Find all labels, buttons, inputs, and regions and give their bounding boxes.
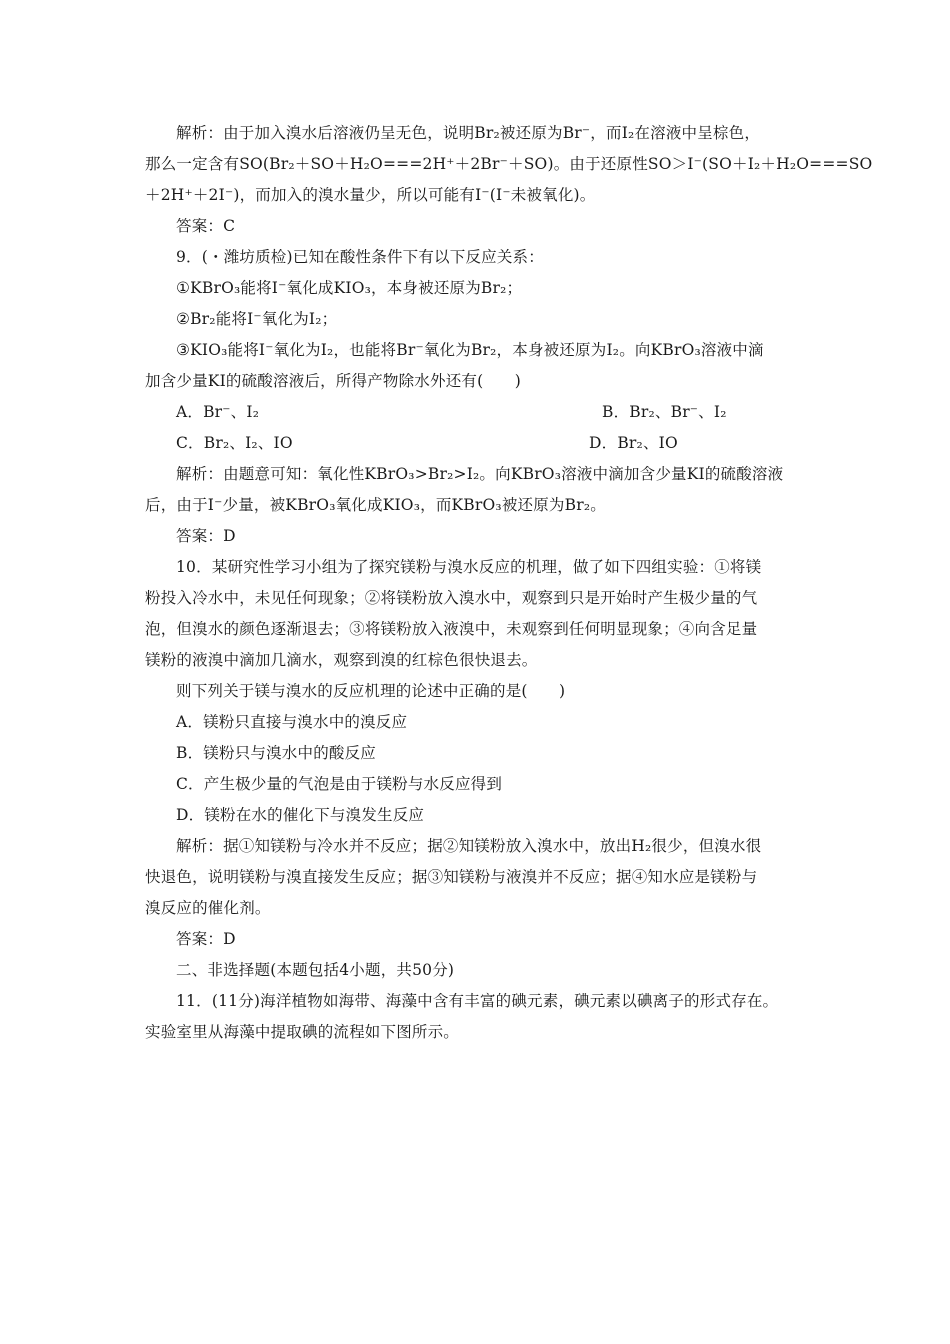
analysis-10-line-2: 快退色，说明镁粉与溴直接发生反应；据③知镁粉与液溴并不反应；据④知水应是镁粉与 <box>145 868 758 886</box>
question-10-line-3: 泡，但溴水的颜色逐渐退去；③将镁粉放入液溴中，未观察到任何明显现象；④向含足量 <box>145 620 758 638</box>
option-10-d: D．镁粉在水的催化下与溴发生反应 <box>176 806 425 824</box>
option-row-ab <box>176 402 727 422</box>
question-10-line-1: 10．某研究性学习小组为了探究镁粉与溴水反应的机理，做了如下四组实验：①将镁 <box>176 558 762 576</box>
answer-9: 答案：D <box>176 527 236 545</box>
option-c: C．Br₂、I₂、IO <box>176 434 293 452</box>
reaction-1: ①KBrO₃能将I⁻氧化成KIO₃，本身被还原为Br₂； <box>176 279 523 297</box>
reaction-3: ③KIO₃能将I⁻氧化为I₂，也能将Br⁻氧化为Br₂，本身被还原为I₂。向KBrO₃溶液中滴 <box>176 341 764 359</box>
question-10-prompt: 则下列关于镁与溴水的反应机理的论述中正确的是( ) <box>176 682 566 700</box>
answer-8: 答案：C <box>176 217 236 235</box>
question-10-line-4: 镁粉的液溴中滴加几滴水，观察到溴的红棕色很快退去。 <box>145 651 538 669</box>
option-a: A．Br⁻、I₂ <box>176 403 260 421</box>
question-11-line-2: 实验室里从海藻中提取碘的流程如下图所示。 <box>145 1023 460 1041</box>
analysis-8-line-2: 那么一定含有SO(Br₂＋SO＋H₂O===2H⁺＋2Br⁻＋SO)。由于还原性SO＞I⁻(SO＋I₂＋H₂O===SO <box>145 155 873 173</box>
option-d: D．Br₂、IO <box>589 434 678 452</box>
option-10-a: A．镁粉只直接与溴水中的溴反应 <box>176 713 408 731</box>
question-11-line-1: 11．(11分)海洋植物如海带、海藻中含有丰富的碘元素，碘元素以碘离子的形式存在。 <box>176 992 779 1010</box>
option-b: B．Br₂、Br⁻、I₂ <box>602 403 727 421</box>
section-heading: 二、非选择题(本题包括4小题，共50分) <box>176 961 455 979</box>
option-row-cd <box>176 433 678 453</box>
analysis-9-line-1: 解析：由题意可知：氧化性KBrO₃>Br₂>I₂。向KBrO₃溶液中滴加含少量KI的硫酸溶液 <box>176 465 784 483</box>
question-9-stem-cont: 加含少量KI的硫酸溶液后，所得产物除水外还有( ) <box>145 372 521 390</box>
analysis-10-line-3: 溴反应的催化剂。 <box>145 899 271 917</box>
analysis-9-line-2: 后，由于I⁻少量，被KBrO₃氧化成KIO₃，而KBrO₃被还原为Br₂。 <box>145 496 606 514</box>
answer-10: 答案：D <box>176 930 236 948</box>
reaction-2: ②Br₂能将I⁻氧化为I₂； <box>176 310 338 328</box>
analysis-8-line-3: ＋2H⁺＋2I⁻)，而加入的溴水量少，所以可能有I⁻(I⁻未被氧化)。 <box>145 186 596 204</box>
option-10-c: C．产生极少量的气泡是由于镁粉与水反应得到 <box>176 775 503 793</box>
question-10-line-2: 粉投入冷水中，未见任何现象；②将镁粉放入溴水中，观察到只是开始时产生极少量的气 <box>145 589 758 607</box>
question-9-stem: 9．(・潍坊质检)已知在酸性条件下有以下反应关系： <box>176 248 544 266</box>
analysis-10-line-1: 解析：据①知镁粉与冷水并不反应；据②知镁粉放入溴水中，放出H₂很少，但溴水很 <box>176 837 762 855</box>
analysis-8-line-1: 解析：由于加入溴水后溶液仍呈无色，说明Br₂被还原为Br⁻，而I₂在溶液中呈棕色， <box>176 124 761 142</box>
option-10-b: B．镁粉只与溴水中的酸反应 <box>176 744 376 762</box>
